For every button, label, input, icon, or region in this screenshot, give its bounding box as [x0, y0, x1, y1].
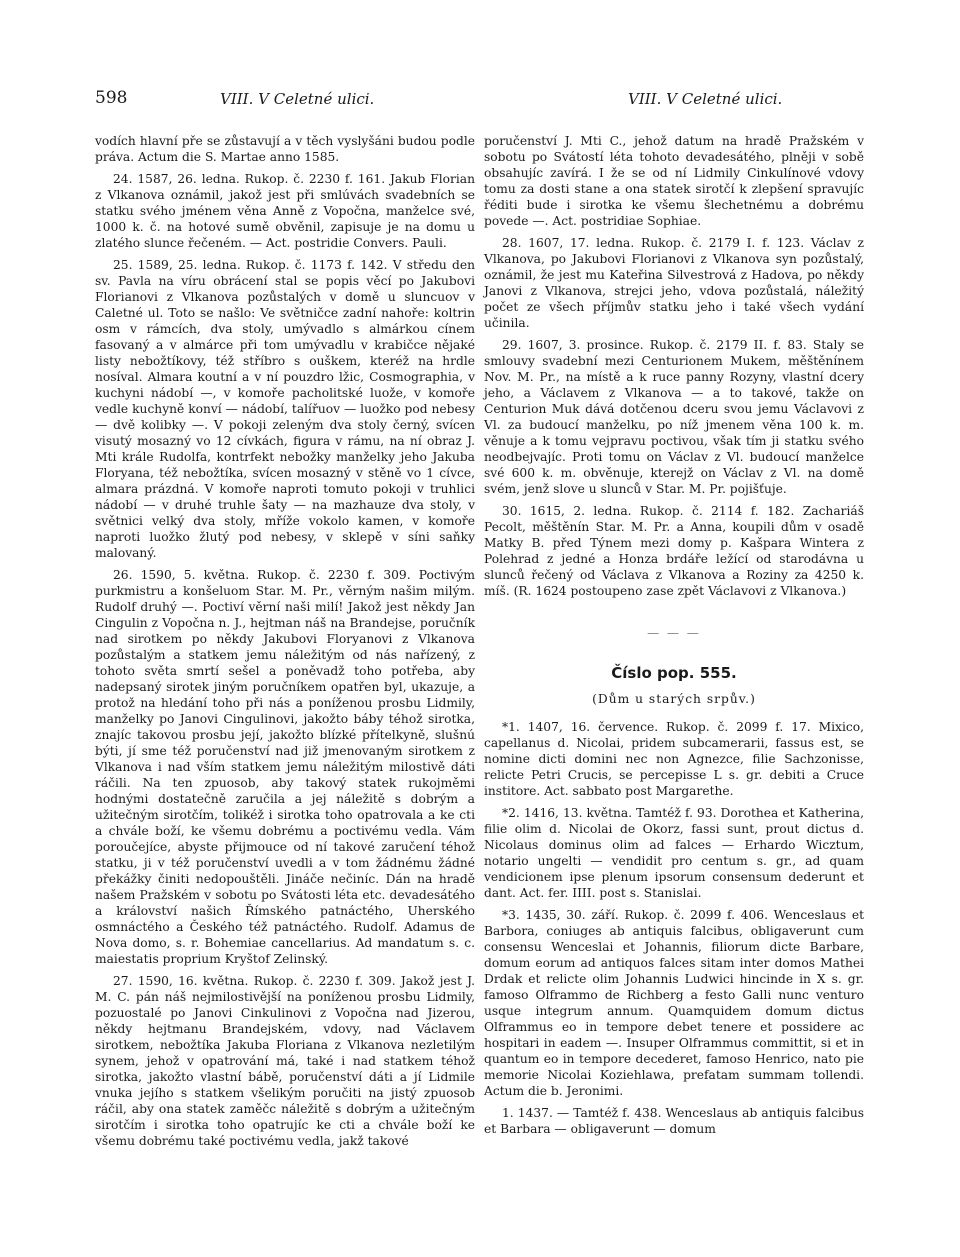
paragraph: 25. 1589, 25. ledna. Rukop. č. 1173 f. 142. V středu den sv. Pavla na víru obrácení stal se popis věcí po Jakubovi Florianovi z Vlkanova pozůstalých v domě u sluncuov v Caletné ul. Toto se našlo: Ve světničce zadní nahoře: koltrin osm v rámcích, dva stoly, umývadlo s almárkou cínem fasovaný a v almárce při tom umývadlu v krabičce nějaké listy nebožtíkovy, též stříbro s ouškem, kteréž na hrdle nosíval. Almara koutní a v ní pouzdro lžic, Cosmographia, v kuchyni nádobí —, v komoře pacholitské luože, v komoře vedle kuchyně konví — nádobí, talířuov — luožko pod nebesy — dvě kolibky —. V pokoji zeleným dva stoly černý, svícen visutý mosazný vo 12 cívkách, figura v rámu, na ní obraz J. Mti krále Rudolfa, kontrfekt nebožky manželky jeho Jakuba Floryana, též nebožtíka, svícen mosazný v stěně vo 1 cívce, almara prázdná. V komoře naproti tomuto pokoji v truhlici nádobí — v druhé truhle šaty — na mazhauze dva stoly, v světnici velký dva stoly, mříže vokolo kamen, v komoře naproti luožko žlutý pod nebesy, v sklepě v síni saňky malovaný.: [95, 258, 475, 560]
paragraph: 30. 1615, 2. ledna. Rukop. č. 2114 f. 182. Zachariáš Pecolt, měštěnín Star. M. Pr. a Anna, koupili dům v osadě Matky B. před Týnem mezi domy p. Kašpara Wintera z Polehrad z jedné a Honza brdáře ležící od starodávna u slunců řečený od Václava z Vlkanova a Roziny za 4250 k. míš. (R. 1624 postoupeno zase zpět Václavovi z Vlkanova.): [484, 504, 864, 598]
paragraph: poručenství J. Mti C., jehož datum na hradě Pražském v sobotu po Svátostí léta tohoto devadesátého, plněji v sobě obsahujíc zavírá. I že se od ní Lidmily Cinkulínové vdovy tomu za dosti stane a ona statek sirotčí k zlepšení spravujíc řéditi bude i sirotka ke všemu šlechetnému a dobrému povede —. Act. postridiae Sophiae.: [484, 134, 864, 228]
paragraph: 29. 1607, 3. prosince. Rukop. č. 2179 II. f. 83. Staly se smlouvy svadební mezi Centurionem Mukem, měštěnínem Nov. M. Pr., na místě a k ruce panny Rozyny, vlastní dcery jeho, a Václavem z Vlkanova — a to takové, takže on Centurion Muk dává dotčenou dceru svou jemu Václavovi z Vl. za budoucí manželku, po níž jmenem věna 100 k. m. věnuje a k tomu vejpravu poctivou, však tím ji statku svého neodbejvajíc. Proti tomu on Václav z Vl. budoucí manželce své 600 k. m. obvěnuje, kterejž on Václav z Vl. na domě svém, jenž slove u slunců v Star. M. Pr. pojišťuje.: [484, 338, 864, 496]
running-title-right: VIII. V Celetné ulici.: [628, 90, 783, 108]
paragraph: 26. 1590, 5. května. Rukop. č. 2230 f. 309. Poctivým purkmistru a konšeluom Star. M. Pr., věrným našim milým. Rudolf druhý —. Poctiví věrní naši milí! Jakož jest někdy Jan Cingulin z Vopočna n. J., hejtman náš na Brandejse, poručník nad sirotkem po někdy Jakubovi Floryanovi z Vlkanova pozůstalým a statkem jemu náležitým od nás nařízený, z tohoto světa smrtí sešel a poněvadž toho potřeba, aby nadepsaný sirotek jiným poručníkem opatřen byl, ukazuje, a protož na hledání toho při nás a poníženou prosbu Lidmily, manželky po Janovi Cingulinovi, jakožto báby téhož sirotka, znajíc takovou prosbu její, jakožto blízké přítelkyně, slušnú býti, jí sme též poručenství nad již jmenovaným sirotkem z Vlkanova i nad vším statkem jemu náležitým milostivě dáti ráčili. Na ten zpuosob, aby takový statek rukojměmi hodnými dostatečně zaručila a jej náležitě s dobrým a užitečným sirotčím, tolikéž i sirotka toho opatrovala a ke cti a chvále boží, ke všemu dobrému a poctivému vedla. Vám poroučejíce, abyste přijmouce od ní takové zaručení téhož statku, ji v též poručenství uvedli a v tom žádnému žádné překážky činiti nedopouštěli. Jináče nečiníc. Dán na hradě našem Pražském v sobotu po Svátosti léta etc. devadesátého a království našich Římského patnáctého, Uherského osmnáctého a Českého též patnáctého. Rudolf. Adamus de Nova domo, s. r. Bohemiae cancellarius. Ad mandatum s. c. maiestatis proprium Kryštof Zelinský.: [95, 568, 475, 966]
paragraph: vodích hlavní pře se zůstavují a v těch vyslyšáni budou podle práva. Actum die S. Martae anno 1585.: [95, 134, 475, 164]
section-subtitle: (Dům u starých srpův.): [592, 692, 756, 706]
page-number: 598: [95, 88, 128, 108]
paragraph: *3. 1435, 30. září. Rukop. č. 2099 f. 406. Wenceslaus et Barbora, coniuges ab antiquis falcibus, obligaverunt cum consensu Wenceslai et Johannis, filiorum dicte Barbare, domum eorum ad antiquos falces sitam inter domos Mathei Drdak et relicte olim Johannis Ludwici hincinde in X s. gr. famoso Olframmo de Richberg a festo Galli nunc venturo usque integrum annum. Quamquidem domum dictus Olframmus eo in tempore debet tenere et possidere ac hospitari in eadem —. Insuper Olframmus committit, si et in quantum eo in tempore decederet, famoso Henrico, nato pie memorie Nicolai Koziehlawa, prefatam summam tollendi. Actum die b. Jeronimi.: [484, 908, 864, 1098]
paragraph: 24. 1587, 26. ledna. Rukop. č. 2230 f. 161. Jakub Florian z Vlkanova oznámil, jakož jest při smlúvách svadebních se statku svého jménem věna Anně z Vopočna, manželce své, 1000 k. č. na hotové sumě obvěnil, zapisuje je na domu u zlatého slunce řečeném. — Act. postridie Convers. Pauli.: [95, 172, 475, 250]
running-title-left: VIII. V Celetné ulici.: [220, 90, 375, 108]
paragraph: 1. 1437. — Tamtéž f. 438. Wenceslaus ab antiquis falcibus et Barbara — obligaverunt — domum: [484, 1106, 864, 1136]
page-header: [0, 88, 960, 114]
paragraph: 28. 1607, 17. ledna. Rukop. č. 2179 I. f. 123. Václav z Vlkanova, po Jakubovi Florianovi z Vlkanova syn pozůstalý, oznámil, že jest mu Kateřina Silvestrová z Hadova, po někdy Janovi z Vlkanova, strejci jeho, vdova pozůstalá, náležitý počet ze všech příjmův statku jeho i také všech vydání učinila.: [484, 236, 864, 330]
section-title: Číslo pop. 555.: [611, 664, 737, 682]
right-column: [484, 133, 864, 1143]
paragraph: *2. 1416, 13. května. Tamtéž f. 93. Dorothea et Katherina, filie olim d. Nicolai de Okorz, fassi sunt, prout dictus d. Nicolaus dominus olim ad falces — Erhardo Wicztum, notario ungelti — vendidit pro centum s. gr., ad quam vendicionem ipse plenum ipsorum consensum dederunt et dant. Act. fer. IIII. post s. Stanislai.: [484, 806, 864, 900]
left-column: [95, 133, 475, 1155]
paragraph: 27. 1590, 16. května. Rukop. č. 2230 f. 309. Jakož jest J. M. C. pán náš nejmilostivější na poníženou prosbu Lidmily, pozuostalé po Janovi Cinkulinovi z Vopočna nad Jizerou, někdy hejtmanu Brandejském, vdovy, nad Václavem sirotkem, nebožtíka Jakuba Floriana z Vlkanova nezletilým synem, jehož v opatrování má, také i nad statkem téhož sirotka, jakožto vlastní bábě, poručenství dáti a jí Lidmile vnuka jejího s statkem všelikým poručiti na jistý zpuosob ráčil, aby ona statek zaměčc náležitě s dobrým a užitečným sirotčím i sirotka toho opatrujíc ke cti a chvále boží ke všemu dobrému také poctivému vedla, jakž takové: [95, 974, 475, 1148]
section-divider: — — —: [647, 626, 701, 640]
paragraph: *1. 1407, 16. července. Rukop. č. 2099 f. 17. Mixico, capellanus d. Nicolai, pridem subcamerarii, fassus est, se nomine dicti domini nec non Agnezce, filie Sachzonisse, relicte Petri Crucis, se percepisse L s. gr. debiti a Cruce institore. Act. sabbato post Margarethe.: [484, 720, 864, 798]
